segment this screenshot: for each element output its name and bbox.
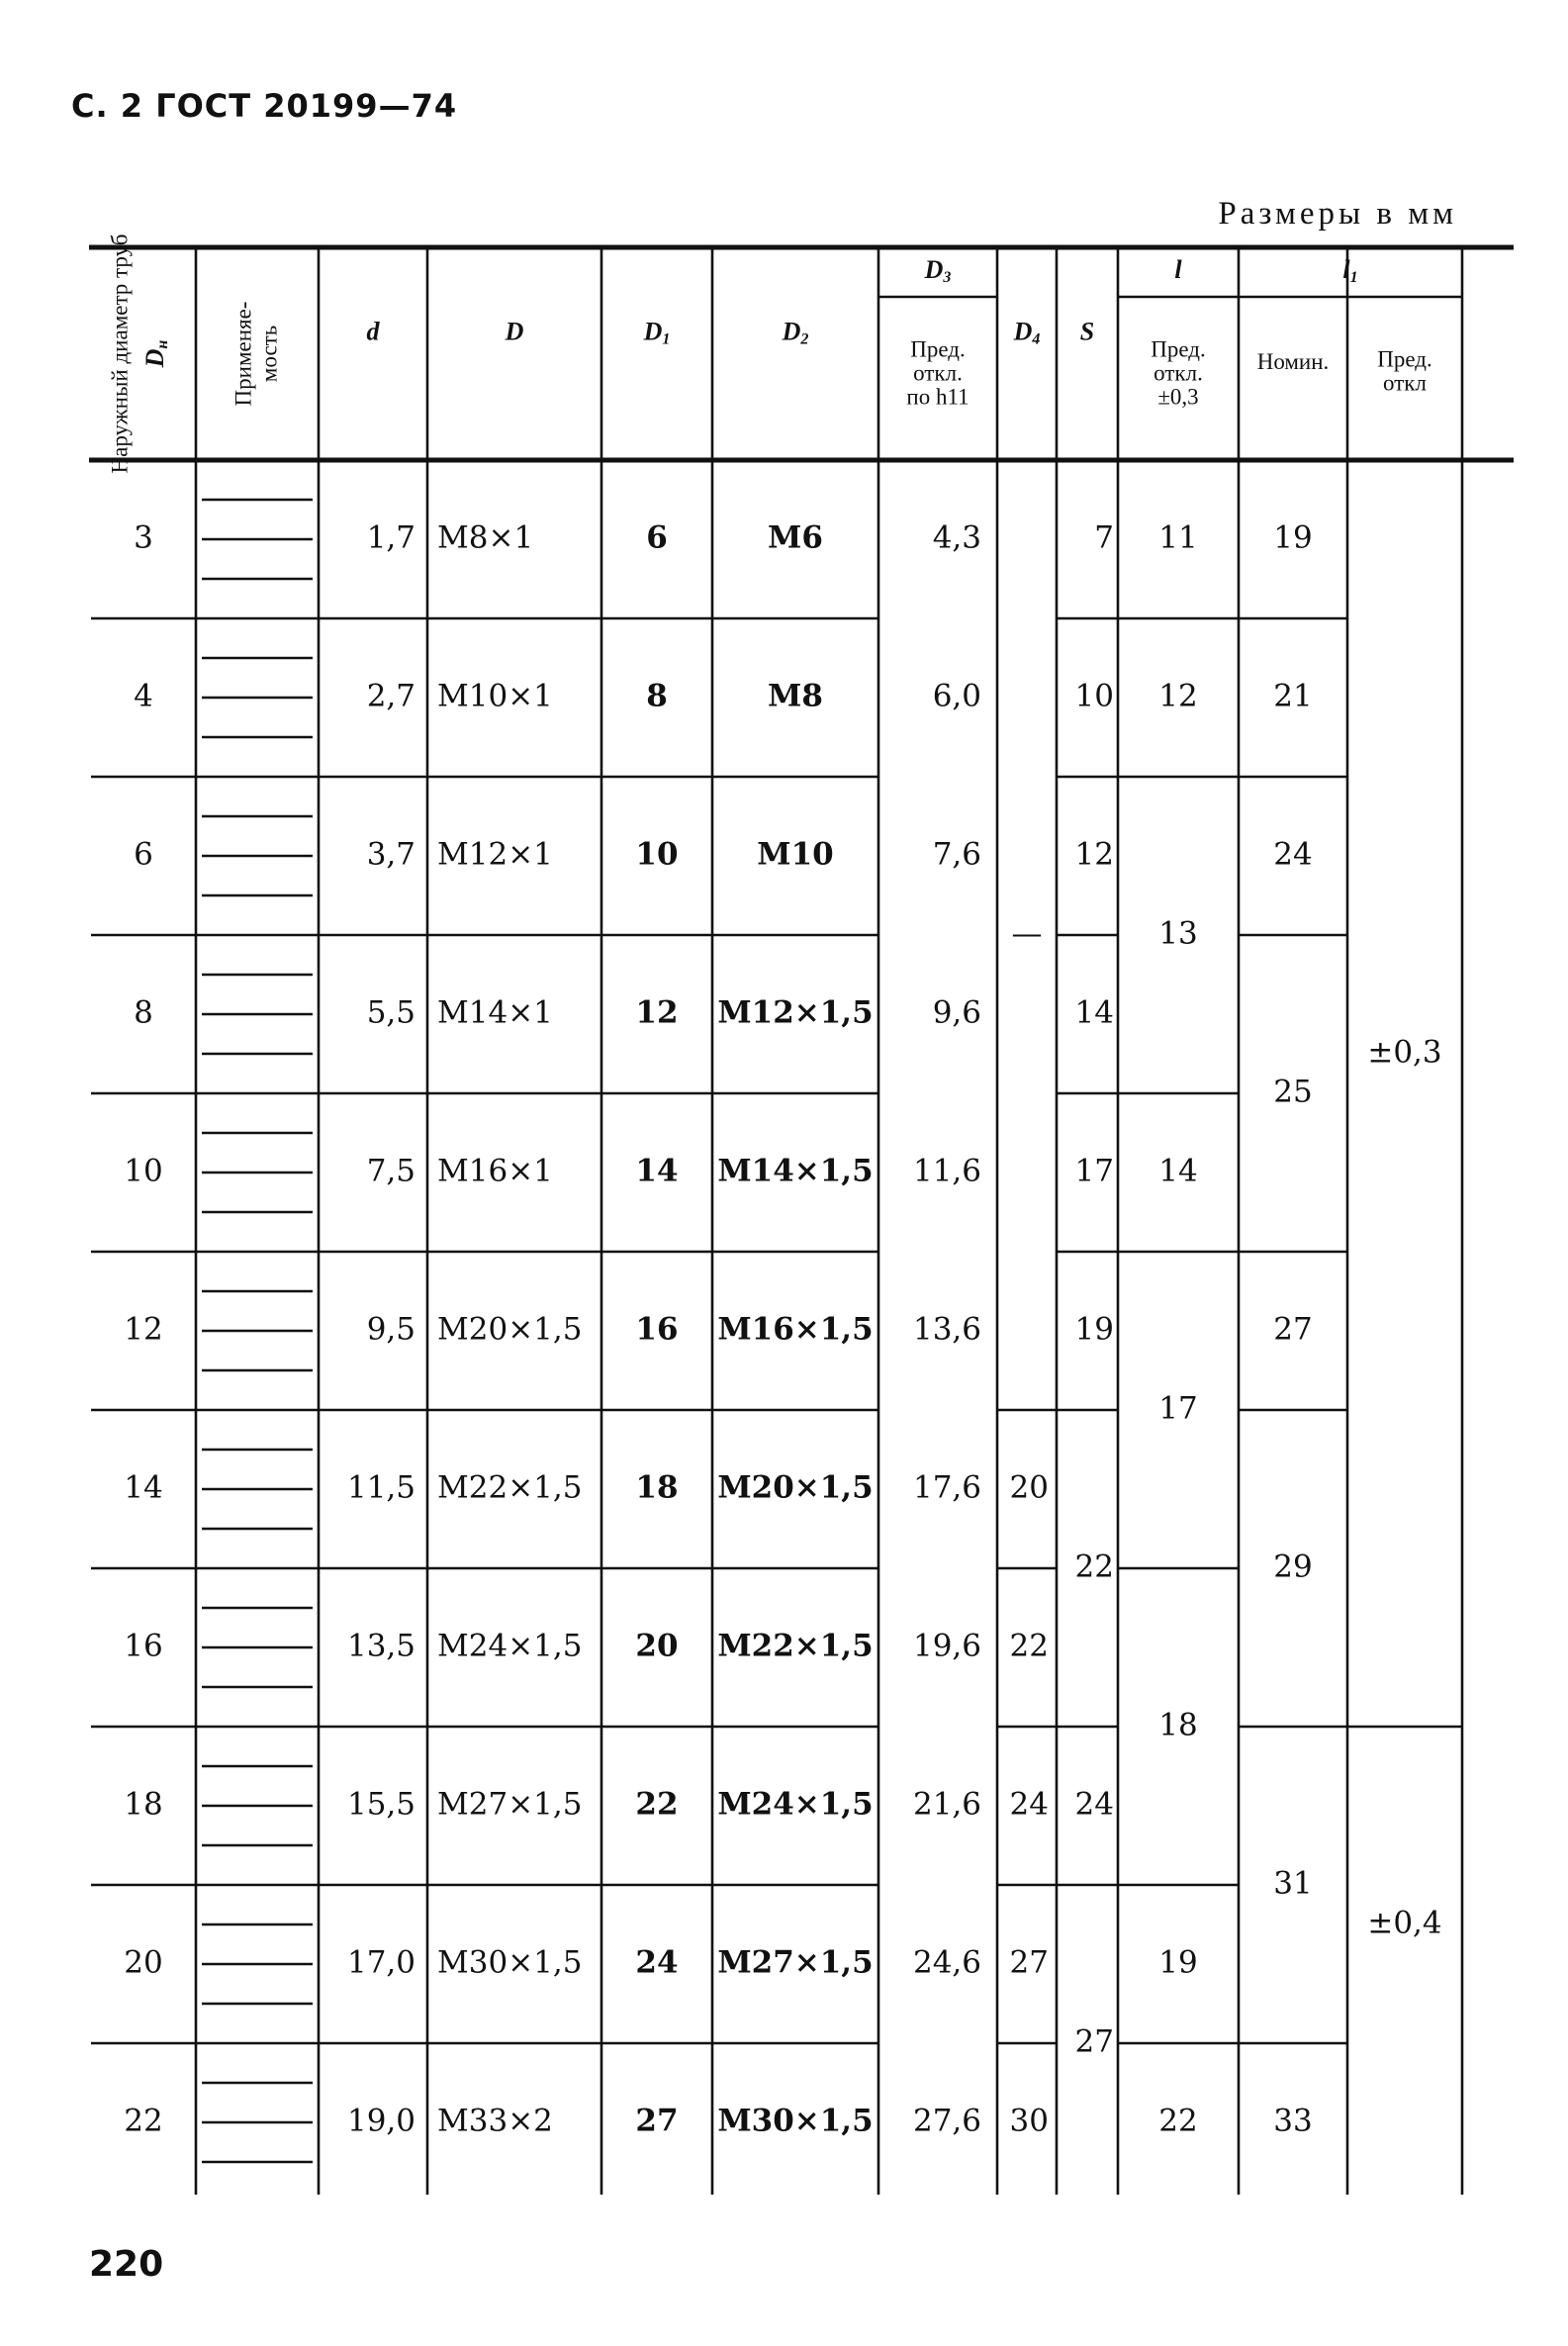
cell-D2: M16×1,5 [717, 1311, 874, 1348]
units-note: Размеры в мм [1218, 196, 1457, 232]
cell-D3: 4,3 [932, 519, 981, 556]
cell-D: M20×1,5 [437, 1311, 583, 1348]
cell-D2: M24×1,5 [717, 1786, 874, 1823]
cell-S: 12 [1074, 836, 1114, 873]
cell-D1: 12 [635, 994, 679, 1031]
cell-D3: 24,6 [912, 1944, 981, 1981]
cell-dn: 20 [124, 1944, 163, 1981]
cell-D1: 22 [635, 1786, 679, 1823]
cell-d: 19,0 [346, 2103, 415, 2139]
header-S: S [1079, 317, 1095, 346]
cell-d: 11,5 [346, 1469, 415, 1506]
cell-D1: 8 [646, 678, 668, 714]
cell-D2: M10 [757, 836, 834, 873]
cell-S: 17 [1074, 1153, 1114, 1189]
cell-D3: 7,6 [932, 836, 981, 873]
cell-dn: 6 [134, 836, 153, 873]
cell-l1-nominal: 19 [1273, 519, 1313, 556]
cell-D: M14×1 [437, 994, 553, 1031]
cell-dn: 16 [124, 1628, 163, 1664]
cell-D: M24×1,5 [437, 1628, 583, 1664]
cell-D1: 6 [646, 519, 668, 556]
cell-d: 9,5 [366, 1311, 415, 1348]
page-header: С. 2 ГОСТ 20199—74 [71, 87, 458, 125]
cell-D1: 24 [635, 1944, 679, 1981]
cell-D3: 27,6 [912, 2103, 981, 2139]
cell-dn: 3 [134, 519, 153, 556]
cell-dn: 12 [124, 1311, 163, 1348]
cell-dn: 4 [134, 678, 153, 714]
cell-D3: 21,6 [912, 1786, 981, 1823]
cell-D2: M8 [768, 678, 823, 714]
cell-dn: 18 [124, 1786, 163, 1823]
cell-D3: 11,6 [912, 1153, 981, 1189]
cell-D: M16×1 [437, 1153, 553, 1189]
header-l: l [1174, 254, 1182, 284]
cell-dn: 14 [124, 1469, 163, 1506]
cell-D2: M27×1,5 [717, 1944, 874, 1981]
header-l1: $l_1$ [1342, 254, 1358, 286]
header-D4: $D_4$ [1013, 317, 1041, 348]
cell-D: M33×2 [437, 2103, 553, 2139]
cell-D3: 6,0 [932, 678, 981, 714]
cell-D1: 20 [635, 1628, 679, 1664]
cell-S: 14 [1074, 994, 1114, 1031]
cell-l: 17 [1158, 1390, 1198, 1427]
cell-l: 18 [1158, 1707, 1198, 1743]
cell-D4: 20 [1009, 1469, 1049, 1506]
cell-D2: M20×1,5 [717, 1469, 874, 1506]
cell-l: 22 [1158, 2103, 1198, 2139]
cell-S: 22 [1074, 1548, 1114, 1585]
header-D3: $D_3$ [924, 254, 952, 286]
cell-l: 14 [1158, 1153, 1198, 1189]
cell-D1: 10 [635, 836, 679, 873]
header-l-tolerance-line: Пред. [1151, 336, 1206, 362]
cell-dn: 8 [134, 994, 153, 1031]
cell-S: 10 [1074, 678, 1114, 714]
cell-D3: 19,6 [912, 1628, 981, 1664]
cell-dn: 10 [124, 1153, 163, 1189]
cell-D: M10×1 [437, 678, 553, 714]
header-dn-symbol: $D_н$ [139, 339, 171, 368]
cell-l1-tolerance: ±0,4 [1367, 1905, 1442, 1941]
cell-d: 1,7 [366, 519, 415, 556]
header-dn-label: Наружный диаметр труб [107, 234, 133, 474]
cell-D4: 30 [1009, 2103, 1049, 2139]
table-header [107, 235, 1431, 474]
header-l1-nominal: Номин. [1256, 348, 1330, 374]
cell-D2: M6 [768, 519, 823, 556]
cell-D: M30×1,5 [437, 1944, 583, 1981]
header-l-tolerance-line: ±0,3 [1157, 384, 1199, 410]
applicability-blank-lines [202, 500, 313, 2162]
header-D3-tolerance-line: Пред. [910, 336, 966, 362]
header-D: D [505, 317, 524, 346]
cell-S: 24 [1074, 1786, 1114, 1823]
cell-D1: 14 [635, 1153, 679, 1189]
header-l1-tolerance-line: откл [1383, 370, 1427, 396]
header-applicability-line1: Применяе- [231, 301, 256, 407]
table-body [124, 520, 1441, 2139]
cell-D3: 13,6 [912, 1311, 981, 1348]
cell-S: 27 [1074, 2023, 1114, 2060]
cell-d: 15,5 [346, 1786, 415, 1823]
cell-D1: 27 [635, 2103, 679, 2139]
cell-D: M8×1 [437, 519, 534, 556]
cell-l: 13 [1158, 915, 1198, 952]
cell-d: 7,5 [366, 1153, 415, 1189]
cell-dn: 22 [124, 2103, 163, 2139]
cell-D2: M12×1,5 [717, 994, 874, 1031]
cell-l: 19 [1158, 1944, 1198, 1981]
cell-D2: M22×1,5 [717, 1628, 874, 1664]
cell-D2: M30×1,5 [717, 2103, 874, 2139]
cell-d: 13,5 [346, 1628, 415, 1664]
header-d: d [366, 317, 380, 346]
header-D3-tolerance-line: по h11 [906, 384, 969, 410]
header-l-tolerance-line: откл. [1153, 360, 1203, 386]
cell-l1-nominal: 24 [1273, 836, 1313, 873]
header-D1: $D_1$ [643, 317, 671, 348]
cell-D4: 27 [1009, 1944, 1049, 1981]
cell-D3: 17,6 [912, 1469, 981, 1506]
cell-l1-nominal: 31 [1273, 1865, 1313, 1902]
header-D2: $D_2$ [782, 317, 809, 348]
header-l1-tolerance-line: Пред. [1377, 346, 1432, 372]
cell-l1-nominal: 29 [1273, 1548, 1313, 1585]
header-D3-tolerance-line: откл. [913, 360, 963, 386]
cell-D4: 24 [1009, 1786, 1049, 1823]
cell-d: 3,7 [366, 836, 415, 873]
cell-D2: M14×1,5 [717, 1153, 874, 1189]
cell-l1-tolerance: ±0,3 [1367, 1034, 1442, 1071]
cell-D: M22×1,5 [437, 1469, 583, 1506]
cell-D3: 9,6 [932, 994, 981, 1031]
cell-l1-nominal: 25 [1273, 1074, 1313, 1110]
cell-l: 12 [1158, 678, 1198, 714]
cell-l1-nominal: 33 [1273, 2103, 1313, 2139]
cell-D: M12×1 [437, 836, 553, 873]
cell-l1-nominal: 27 [1273, 1311, 1313, 1348]
cell-S: 7 [1094, 519, 1114, 556]
cell-S: 19 [1074, 1311, 1114, 1348]
cell-D: M27×1,5 [437, 1786, 583, 1823]
cell-d: 5,5 [366, 994, 415, 1031]
page-number: 220 [89, 2244, 164, 2285]
cell-D4: — [1011, 915, 1043, 952]
cell-d: 2,7 [366, 678, 415, 714]
cell-D1: 16 [635, 1311, 679, 1348]
cell-l: 11 [1158, 519, 1198, 556]
cell-l1-nominal: 21 [1273, 678, 1313, 714]
cell-d: 17,0 [346, 1944, 415, 1981]
header-applicability-line2: мость [256, 325, 282, 383]
cell-D4: 22 [1009, 1628, 1049, 1664]
cell-D1: 18 [635, 1469, 679, 1506]
